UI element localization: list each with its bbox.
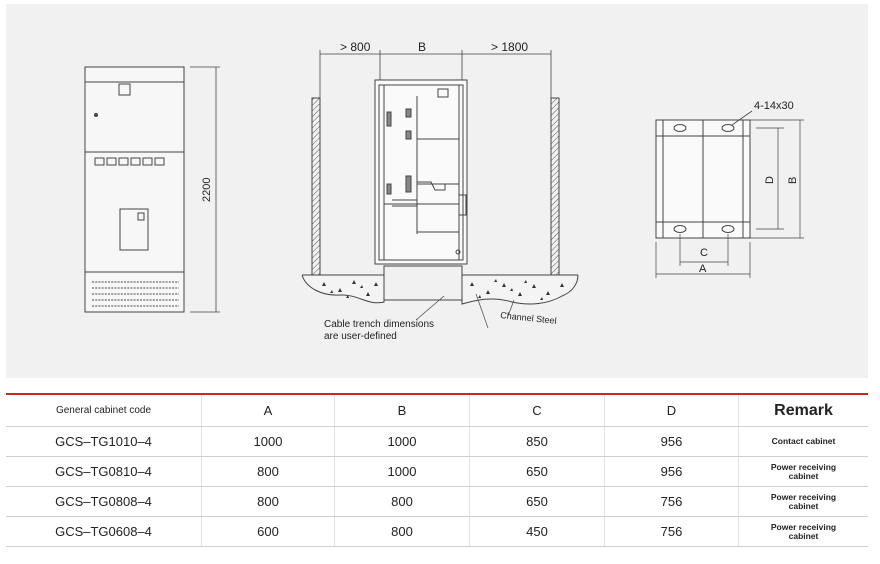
dim-B-side-label: B [787, 176, 799, 184]
cell-b: 1000 [334, 457, 469, 486]
cell-a: 800 [201, 457, 334, 486]
dimensions-table [6, 393, 868, 547]
drawing-svg [6, 4, 868, 378]
table-header-row [6, 395, 868, 427]
cell-b: 800 [334, 517, 469, 546]
side-section-view [302, 50, 578, 304]
dim-A-label: A [699, 263, 707, 275]
dim-D-label: D [764, 176, 776, 184]
channel-steel-label: Channel Steel [499, 310, 558, 326]
cell-remark: Power receiving cabinet [738, 517, 868, 546]
cell-d: 756 [604, 517, 738, 546]
cell-code: GCS–TG0808–4 [55, 494, 152, 509]
holes-label: 4-14x30 [754, 100, 794, 112]
cell-remark: Power receiving cabinet [738, 457, 868, 486]
header-remark: Remark [738, 395, 868, 426]
cell-code: GCS–TG0810–4 [55, 464, 152, 479]
header-a: A [201, 395, 334, 426]
cabinet-front-view [85, 67, 184, 312]
cell-b: 800 [334, 487, 469, 516]
header-d: D [604, 395, 738, 426]
cell-d: 956 [604, 427, 738, 456]
table-row [6, 487, 868, 517]
cell-c: 650 [469, 457, 604, 486]
cell-c: 450 [469, 517, 604, 546]
cell-a: 800 [201, 487, 334, 516]
dim-C-label: C [700, 247, 708, 259]
base-plan-view [656, 111, 804, 278]
cell-d: 756 [604, 487, 738, 516]
dim-middle-label: B [418, 40, 427, 54]
trench-note-line2: are user-defined [324, 331, 397, 342]
table-row [6, 517, 868, 547]
cell-code: GCS–TG0608–4 [55, 524, 152, 539]
cell-a: 600 [201, 517, 334, 546]
header-code: General cabinet code [55, 405, 152, 416]
height-label: 2200 [201, 177, 213, 202]
header-b: B [334, 395, 469, 426]
table-row [6, 427, 868, 457]
dim-left-label: > 800 [340, 40, 371, 54]
cell-b: 1000 [334, 427, 469, 456]
dim-right-label: > 1800 [491, 40, 529, 54]
cell-c: 850 [469, 427, 604, 456]
cell-remark: Power receiving cabinet [738, 487, 868, 516]
trench-note-line1: Cable trench dimensions [324, 319, 435, 330]
table-row [6, 457, 868, 487]
cell-a: 1000 [201, 427, 334, 456]
cell-d: 956 [604, 457, 738, 486]
technical-drawing [6, 4, 868, 378]
header-c: C [469, 395, 604, 426]
cell-remark: Contact cabinet [738, 427, 868, 456]
cell-c: 650 [469, 487, 604, 516]
cell-code: GCS–TG1010–4 [55, 434, 152, 449]
